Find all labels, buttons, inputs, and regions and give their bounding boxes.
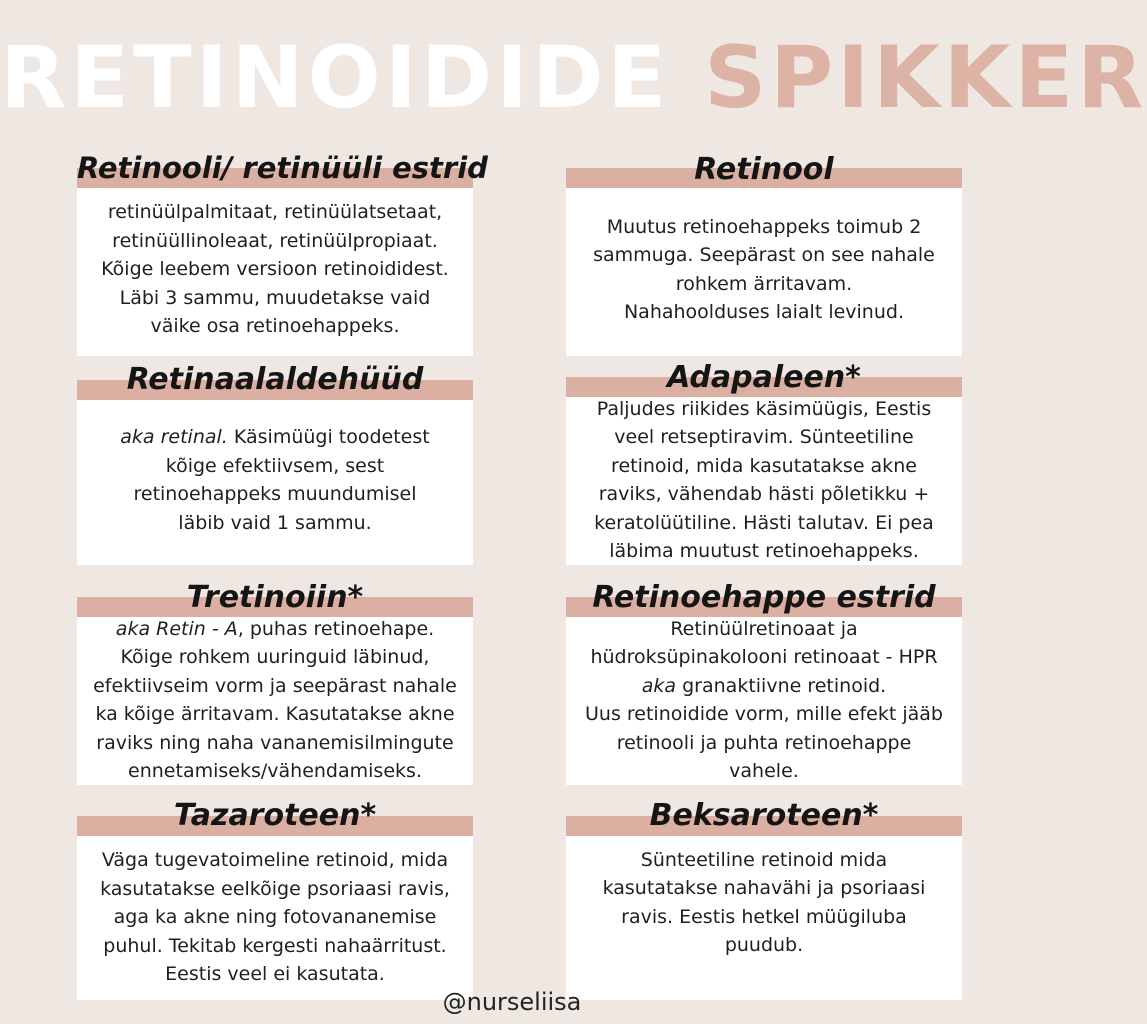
card-line: efektiivseim vorm ja seepärast nahale [93, 674, 457, 697]
card-line: vahele. [729, 760, 799, 782]
card-heading: Retinool [694, 152, 834, 187]
card-body [120, 423, 429, 537]
card-line: retinooli ja puhta retinoehappe [616, 731, 912, 754]
card-line: aka Retin - A, puhas retinoehape. [115, 617, 435, 640]
card-line: Väga tugevatoimeline retinoid, mida [101, 849, 449, 872]
card-heading: Retinoehappe estrid [592, 580, 936, 615]
card-line: puudub. [724, 934, 804, 956]
card-line: Eestis veel ei kasutata. [165, 963, 385, 986]
card-heading: Adapaleen* [667, 360, 861, 395]
card-tretinoiin [77, 615, 473, 785]
card-body [93, 615, 457, 786]
card-line: läbima muutust retinoehappeks. [609, 540, 919, 562]
card-line: Läbi 3 sammu, muudetakse vaid [119, 286, 431, 309]
card-line: Sünteetiline retinoid mida [640, 848, 888, 871]
card-line: sammuga. Seepärast on see nahale [593, 244, 935, 266]
card-body [101, 198, 449, 341]
card-line: kasutatakse eelkõige psoriaasi ravis, [100, 877, 450, 900]
card-heading: Retinaalaldehüüd [126, 362, 424, 397]
card-line: väike osa retinoehappeks. [150, 315, 400, 338]
title-word-1: RETINOIDIDE [0, 28, 671, 128]
card-line: aga ka akne ning fotovananemise [113, 906, 437, 929]
card-line: ka kõige ärritavam. Kasutatakse akne [95, 703, 455, 725]
card-line: aka granaktiivne retinoid. [641, 674, 887, 697]
card-body [603, 846, 926, 960]
italic-term: aka retinal. [120, 426, 228, 448]
title-word-2: SPIKKER [704, 28, 1147, 128]
card-line: Paljudes riikides käsimüügis, Eestis [596, 397, 932, 420]
card-line: Retinüülretinoaat ja [670, 617, 858, 640]
italic-term: aka [641, 674, 677, 697]
card-retinoehappe-estrid [566, 615, 962, 785]
card-line: ennetamiseks/vähendamiseks. [128, 760, 422, 782]
card-line: retinoehappeks muundumisel [133, 483, 417, 505]
card-line: Muutus retinoehappeks toimub 2 [606, 215, 922, 238]
card-line: puhul. Tekitab kergesti nahaärritust. [103, 934, 447, 957]
card-line: kõige efektiivsem, sest [165, 454, 385, 477]
card-retinool [566, 183, 962, 356]
card-line: veel retseptiravim. Sünteetiline [614, 426, 914, 448]
card-line: Uus retinoidide vorm, mille efekt jääb [585, 703, 943, 725]
card-body [585, 615, 943, 786]
card-line: rohkem ärritavam. [675, 272, 853, 295]
instagram-handle: @nurseliisa [442, 988, 582, 1016]
card-line: kasutatakse nahavähi ja psoriaasi [602, 877, 926, 899]
card-heading: Tazaroteen* [173, 798, 377, 833]
card-line: keratolüütiline. Hästi talutav. Ei pea [594, 511, 934, 534]
card-body [593, 213, 935, 327]
card-line: ravis. Eestis hetkel müügiluba [621, 905, 907, 928]
card-line: retinüüllinoleaat, retinüülpropiaat. [112, 229, 438, 252]
card-body [594, 395, 934, 566]
card-adapaleen [566, 395, 962, 565]
card-line: hüdroksüpinakolooni retinoaat - HPR [590, 646, 938, 668]
card-heading: Retinooli/ retinüüli estrid [77, 151, 488, 185]
card-body [100, 846, 450, 989]
card-line: retinoid, mida kasutatakse akne [611, 454, 917, 477]
card-tazaroteen [77, 835, 473, 1000]
card-retinaalaldehyyd [77, 395, 473, 565]
card-line: Kõige leebem versioon retinoididest. [101, 258, 449, 281]
page-title [0, 28, 1147, 128]
card-line: raviks, vähendab hästi põletikku + [598, 483, 930, 505]
card-line: raviks ning naha vananemisilmingute [96, 731, 454, 754]
card-line: Kõige rohkem uuringuid läbinud, [120, 646, 430, 668]
italic-term: aka Retin - A [115, 617, 238, 640]
card-line: Nahahoolduses laialt levinud. [623, 301, 904, 323]
card-line: retinüülpalmitaat, retinüülatsetaat, [107, 201, 443, 224]
card-line: läbib vaid 1 sammu. [178, 511, 372, 534]
card-heading: Tretinoiin* [186, 580, 364, 615]
card-heading: Beksaroteen* [649, 798, 879, 833]
card-line: aka retinal. Käsimüügi toodetest [120, 426, 430, 448]
card-beksaroteen [566, 835, 962, 1000]
card-retinyyli-estrid [77, 183, 473, 356]
